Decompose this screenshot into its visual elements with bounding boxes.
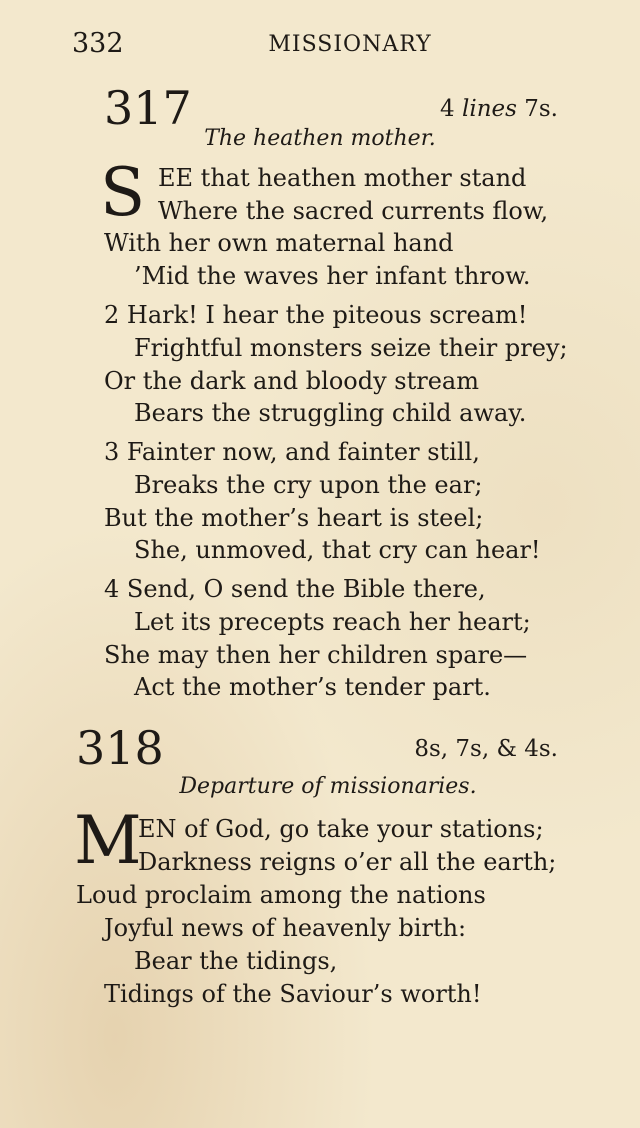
verse-line: With her own maternal hand <box>104 229 454 257</box>
verse-line: Or the dark and bloody stream <box>104 367 479 395</box>
verse-line: But the mother’s heart is steel; <box>104 504 484 532</box>
hymn-318-heading <box>76 721 558 775</box>
verse-line: ’Mid the waves her infant throw. <box>134 262 531 290</box>
verse-line: 3 Fainter now, and fainter still, <box>104 438 480 466</box>
verse-line: She may then her children spare— <box>104 641 528 669</box>
hymn-title: The heathen mother. <box>204 126 436 151</box>
hymn-meter: 8s, 7s, & 4s. <box>414 736 558 762</box>
page-number: 332 <box>72 28 124 59</box>
verse-line: Where the sacred currents flow, <box>158 197 549 225</box>
hymn-number: 318 <box>76 721 164 775</box>
verse-line: Frightful monsters seize their prey; <box>134 334 568 362</box>
hymn-number: 317 <box>104 81 192 135</box>
hymn-meter: 4 lines 7s. <box>440 96 558 122</box>
hymn-title: Departure of missionaries. <box>179 774 477 799</box>
page-header <box>72 28 568 60</box>
verse-line: Bears the struggling child away. <box>134 399 527 427</box>
verse-line: Darkness reigns o’er all the earth; <box>138 848 557 876</box>
drop-cap: S <box>100 154 146 231</box>
verse-line: Breaks the cry upon the ear; <box>134 471 483 499</box>
verse-line: Joyful news of heavenly birth: <box>104 914 467 942</box>
verse-line: Tidings of the Saviour’s worth! <box>104 980 482 1008</box>
verse-line: EE that heathen mother stand <box>158 164 527 192</box>
verse-line: EN of God, go take your stations; <box>138 815 544 843</box>
running-head: MISSIONARY <box>268 32 432 57</box>
drop-cap: M <box>74 802 142 879</box>
verse-line: Loud proclaim among the nations <box>76 881 486 909</box>
verse-line: Act the mother’s tender part. <box>134 673 491 701</box>
verse-line: 4 Send, O send the Bible there, <box>104 575 486 603</box>
verse-line: Let its precepts reach her heart; <box>134 608 531 636</box>
verse-line: She, unmoved, that cry can hear! <box>134 536 541 564</box>
verse-line: 2 Hark! I hear the piteous scream! <box>104 301 528 329</box>
verse-line: Bear the tidings, <box>134 947 338 975</box>
hymn-317-heading <box>104 81 558 135</box>
